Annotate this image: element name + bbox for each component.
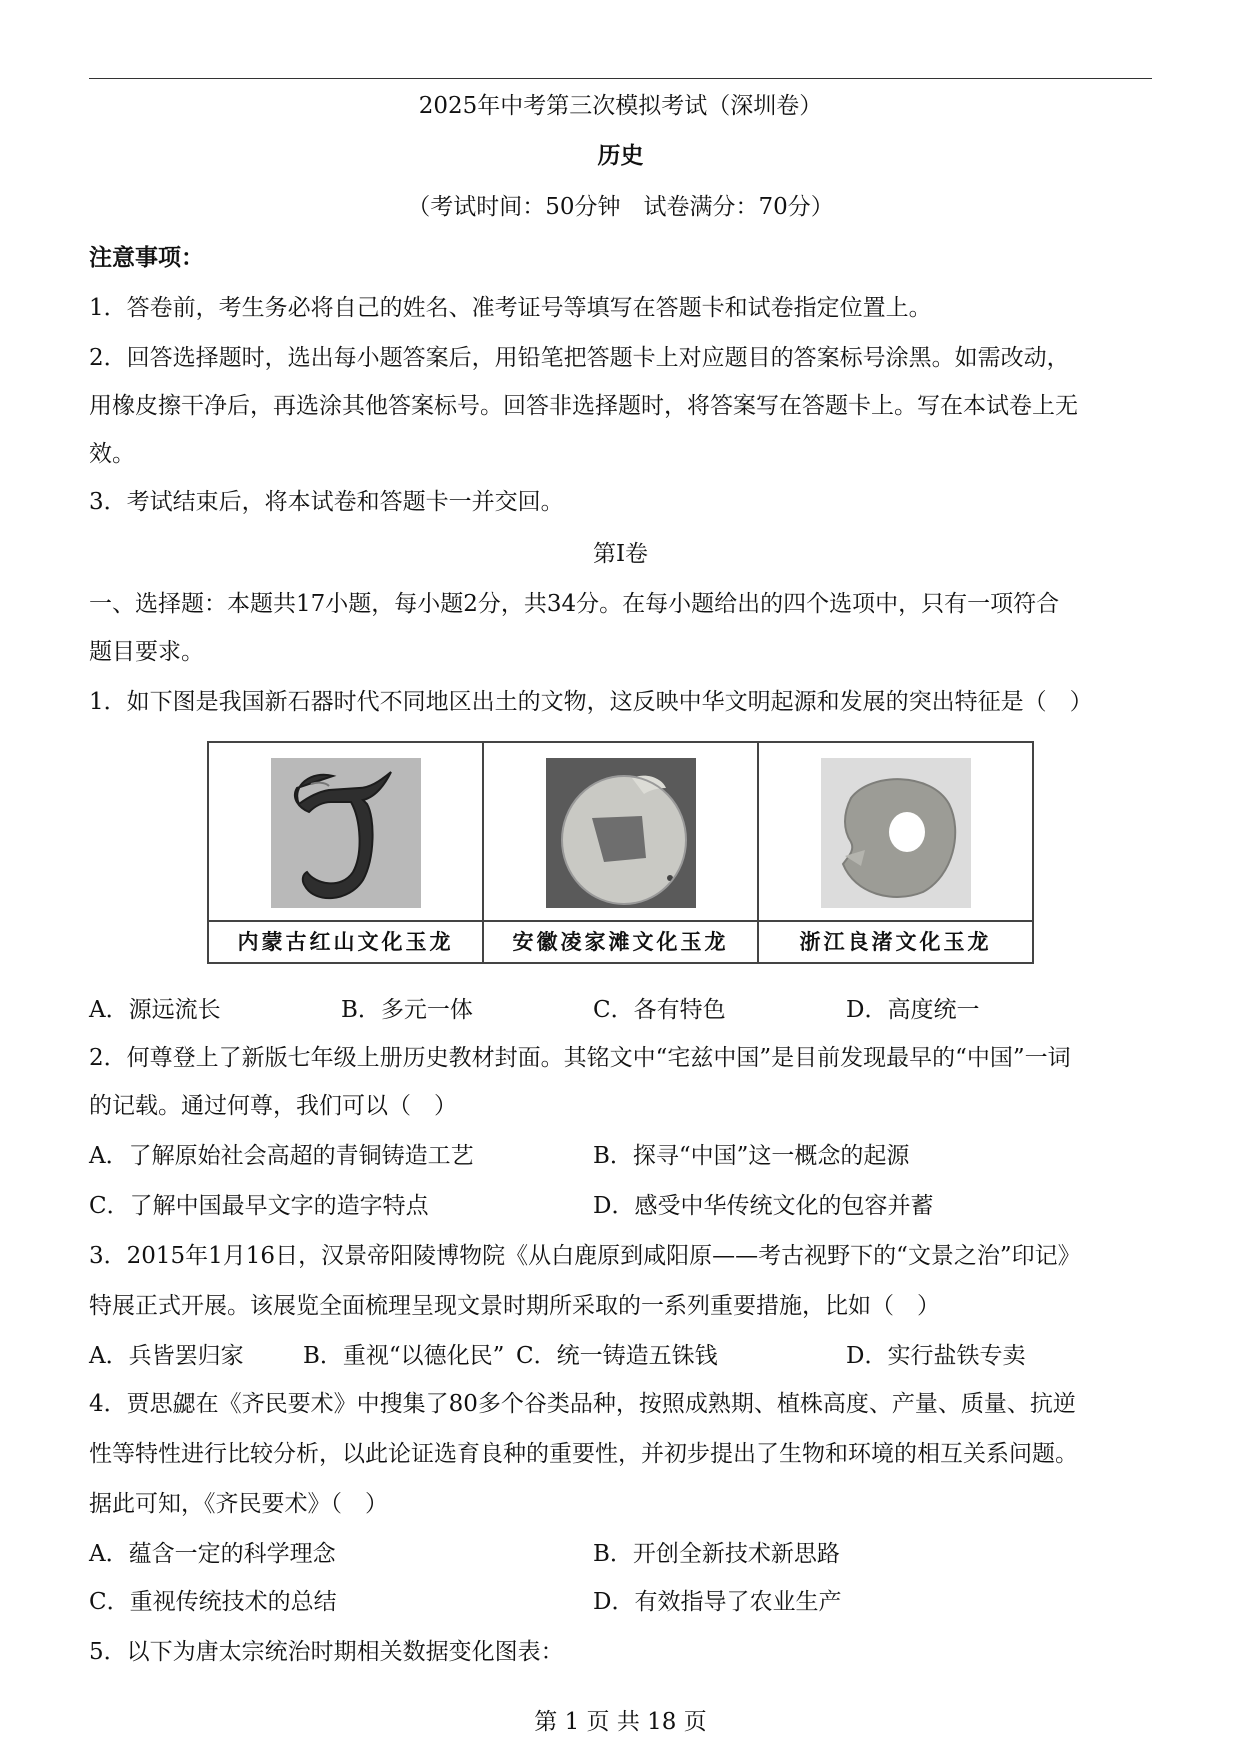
q4-option-c: C．重视传统技术的总结 (89, 1589, 337, 1615)
artifact-caption-lingjiatan: 安徽凌家滩文化玉龙 (484, 920, 757, 962)
q4-option-d: D．有效指导了农业生产 (593, 1589, 842, 1615)
liangzhu-jade-dragon-image (821, 758, 971, 908)
q3-stem-line-1: 3．2015年1月16日，汉景帝阳陵博物院《从白鹿原到咸阳原——考古视野下的“文景之治”印记》 (89, 1243, 1081, 1269)
section-intro-line-2: 题目要求。 (89, 639, 204, 665)
artifact-cell-lingjiatan (484, 743, 759, 962)
artifact-cell-liangzhu (759, 743, 1032, 962)
notice-item-3: 3．考试结束后，将本试卷和答题卡一并交回。 (89, 489, 564, 515)
q5-stem: 5．以下为唐太宗统治时期相关数据变化图表： (89, 1639, 564, 1665)
artifact-caption-hongshan: 内蒙古红山文化玉龙 (209, 920, 482, 962)
q1-artifact-figure (207, 741, 1034, 964)
q4-stem-line-1: 4．贾思勰在《齐民要术》中搜集了80多个谷类品种，按照成熟期、植株高度、产量、质量、抗逆 (89, 1391, 1076, 1417)
q1-option-c: C．各有特色 (593, 997, 726, 1023)
q3-stem-line-2: 特展正式开展。该展览全面梳理呈现文景时期所采取的一系列重要措施，比如（ ） (89, 1293, 940, 1319)
artifact-caption-liangzhu: 浙江良渚文化玉龙 (759, 920, 1032, 962)
hongshan-jade-dragon-image (271, 758, 421, 908)
header-rule (89, 78, 1152, 79)
q4-stem-line-3: 据此可知，《齐民要术》（ ） (89, 1491, 388, 1517)
artifact-cell-hongshan (209, 743, 484, 962)
q2-option-d: D．感受中华传统文化的包容并蓄 (593, 1193, 934, 1219)
q2-stem-line-1: 2．何尊登上了新版七年级上册历史教材封面。其铭文中“宅兹中国”是目前发现最早的“中国”一词 (89, 1045, 1071, 1071)
q2-option-b: B．探寻“中国”这一概念的起源 (593, 1143, 910, 1169)
q3-option-c: C．统一铸造五铢钱 (516, 1343, 718, 1369)
q4-option-a: A．蕴含一定的科学理念 (89, 1541, 336, 1567)
exam-info: （考试时间：50分钟 试卷满分：70分） (407, 194, 834, 220)
q3-option-d: D．实行盐铁专卖 (846, 1343, 1026, 1369)
notice-item-1: 1．答卷前，考生务必将自己的姓名、准考证号等填写在答题卡和试卷指定位置上。 (89, 295, 932, 321)
q4-stem-line-2: 性等特性进行比较分析，以此论证选育良种的重要性，并初步提出了生物和环境的相互关系问题。 (89, 1441, 1078, 1467)
exam-title: 2025年中考第三次模拟考试（深圳卷） (418, 93, 823, 119)
notice-heading: 注意事项： (89, 244, 204, 271)
q2-option-c: C．了解中国最早文字的造字特点 (89, 1193, 429, 1219)
q4-option-b: B．开创全新技术新思路 (593, 1541, 840, 1567)
q3-option-b: B．重视“以德化民” (303, 1343, 505, 1369)
notice-item-2-line-1: 2．回答选择题时，选出每小题答案后，用铅笔把答题卡上对应题目的答案标号涂黑。如需改动， (89, 345, 1070, 371)
subject-title: 历史 (597, 142, 644, 169)
notice-item-2-line-2: 用橡皮擦干净后，再选涂其他答案标号。回答非选择题时，将答案写在答题卡上。写在本试卷上无 (89, 393, 1078, 419)
page-number: 第 1 页 共 18 页 (534, 1709, 707, 1735)
q1-stem: 1．如下图是我国新石器时代不同地区出土的文物，这反映中华文明起源和发展的突出特征是（ ） (89, 689, 1093, 715)
q2-option-a: A．了解原始社会高超的青铜铸造工艺 (89, 1143, 474, 1169)
q1-option-a: A．源远流长 (89, 997, 221, 1023)
q1-option-d: D．高度统一 (846, 997, 980, 1023)
q3-option-a: A．兵皆罢归家 (89, 1343, 244, 1369)
q2-stem-line-2: 的记载。通过何尊，我们可以（ ） (89, 1093, 457, 1119)
q1-option-b: B．多元一体 (341, 997, 473, 1023)
section-intro-line-1: 一、选择题：本题共17小题，每小题2分，共34分。在每小题给出的四个选项中，只有一项符合 (89, 591, 1060, 617)
notice-item-2-line-3: 效。 (89, 441, 135, 467)
lingjiatan-jade-dragon-image (546, 758, 696, 908)
volume-label: 第I卷 (592, 541, 649, 567)
